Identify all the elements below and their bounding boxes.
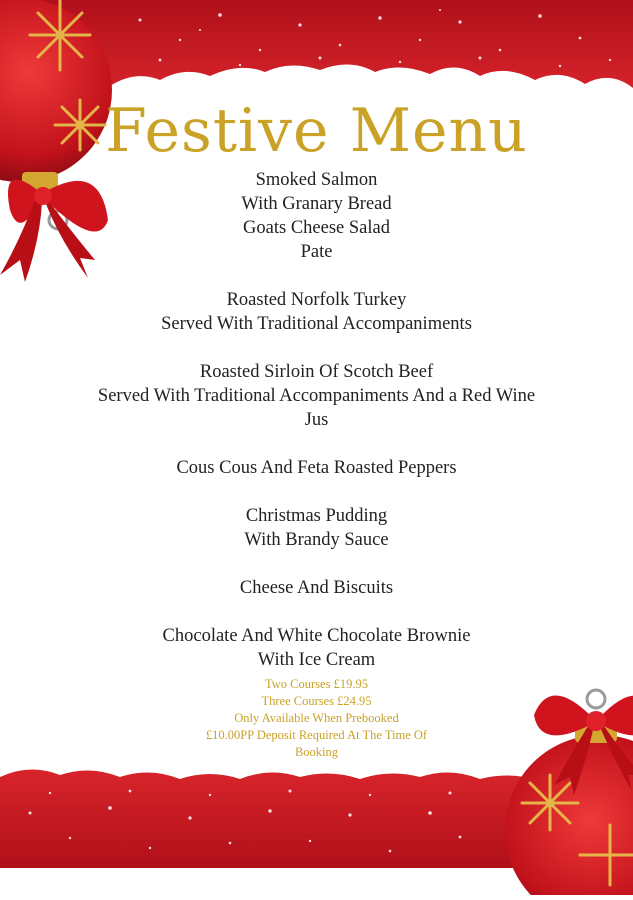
deposit-note-cont: Booking xyxy=(294,745,339,759)
menu-item: Roasted Norfolk Turkey xyxy=(226,290,407,310)
menu-title: Festive Menu xyxy=(105,96,528,166)
price-two-courses: Two Courses £19.95 xyxy=(265,677,368,691)
menu-item: Smoked Salmon xyxy=(255,170,378,190)
menu-item: Cheese And Biscuits xyxy=(239,578,394,598)
menu-item: Jus xyxy=(304,410,329,430)
course-brownie xyxy=(60,624,573,672)
menu-item: Served With Traditional Accompaniments And a Red Wine xyxy=(97,386,536,406)
course-starters xyxy=(60,168,573,264)
menu-item: Cous Cous And Feta Roasted Peppers xyxy=(176,458,457,478)
menu-item: With Ice Cream xyxy=(257,650,376,670)
menu-item: Goats Cheese Salad xyxy=(243,218,390,238)
course-pudding xyxy=(60,504,573,552)
menu-item: Christmas Pudding xyxy=(245,506,388,526)
course-vegetarian xyxy=(60,456,573,480)
menu-courses xyxy=(60,168,573,696)
menu-item: Served With Traditional Accompaniments xyxy=(161,314,472,334)
course-turkey xyxy=(60,288,573,336)
price-three-courses: Three Courses £24.95 xyxy=(261,694,372,708)
menu-item: Chocolate And White Chocolate Brownie xyxy=(162,626,471,646)
menu-item: With Brandy Sauce xyxy=(244,530,389,550)
menu-item: Roasted Sirloin Of Scotch Beef xyxy=(199,362,434,382)
course-cheese xyxy=(60,576,573,600)
prebook-note: Only Available When Prebooked xyxy=(234,711,399,725)
deposit-note: £10.00PP Deposit Required At The Time Of xyxy=(205,728,428,742)
menu-item: With Granary Bread xyxy=(241,194,392,214)
course-beef xyxy=(60,360,573,432)
menu-item: Pate xyxy=(300,242,333,262)
pricing-info xyxy=(160,676,473,761)
